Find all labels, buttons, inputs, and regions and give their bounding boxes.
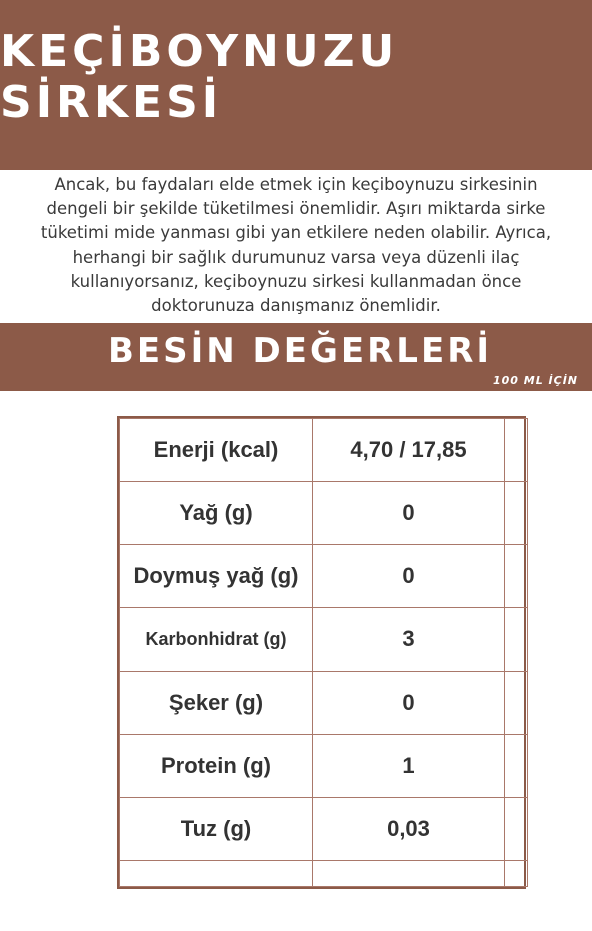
table-row — [120, 419, 528, 482]
nutrient-value: 4,70 / 17,85 — [313, 419, 505, 482]
table-row — [120, 545, 528, 608]
nutrient-value: 0 — [313, 671, 505, 734]
table-row — [120, 671, 528, 734]
nutrient-value: 3 — [313, 608, 505, 671]
nutrient-label: Enerji (kcal) — [120, 419, 313, 482]
table-row-empty — [120, 860, 528, 886]
nutrient-value: 0,03 — [313, 797, 505, 860]
nutrient-label: Yağ (g) — [120, 482, 313, 545]
table-row — [120, 734, 528, 797]
nutrient-label: Şeker (g) — [120, 671, 313, 734]
empty-cell — [313, 860, 505, 886]
nutrient-value: 1 — [313, 734, 505, 797]
section-heading: BESİN DEĞERLERİ — [107, 331, 493, 371]
page-title: KEÇİBOYNUZU SİRKESİ — [0, 26, 399, 128]
empty-cell — [505, 482, 528, 545]
empty-cell — [505, 671, 528, 734]
empty-cell — [505, 797, 528, 860]
nutrition-table — [117, 416, 526, 889]
empty-cell — [505, 545, 528, 608]
table-row — [120, 482, 528, 545]
empty-cell — [120, 860, 313, 886]
section-banner — [0, 323, 592, 391]
nutrient-label: Protein (g) — [120, 734, 313, 797]
table-row — [120, 797, 528, 860]
title-banner — [0, 0, 592, 170]
description-paragraph: Ancak, bu faydaları elde etmek için keçiboynuzu sirkesinin dengeli bir şekilde tüketilmesi önemlidir. Aşırı miktarda sirke tüketimi mide yanması gibi yan etkilere neden olabilir. Ayrıca, herhangi bir sağlık durumunuz varsa veya düzenli ilaç kullanıyorsanız, keçiboynuzu sirkesi kullanmadan önce doktorunuza danışmanız önemlidir. — [40, 175, 552, 316]
nutrient-label: Tuz (g) — [120, 797, 313, 860]
nutrient-value: 0 — [313, 482, 505, 545]
empty-cell — [505, 860, 528, 886]
serving-size-note: 100 ML İÇİN — [492, 374, 578, 387]
table-row — [120, 608, 528, 671]
empty-cell — [505, 419, 528, 482]
nutrient-label: Doymuş yağ (g) — [120, 545, 313, 608]
nutrient-label: Karbonhidrat (g) — [120, 608, 313, 671]
empty-cell — [505, 734, 528, 797]
nutrient-value: 0 — [313, 545, 505, 608]
empty-cell — [505, 608, 528, 671]
